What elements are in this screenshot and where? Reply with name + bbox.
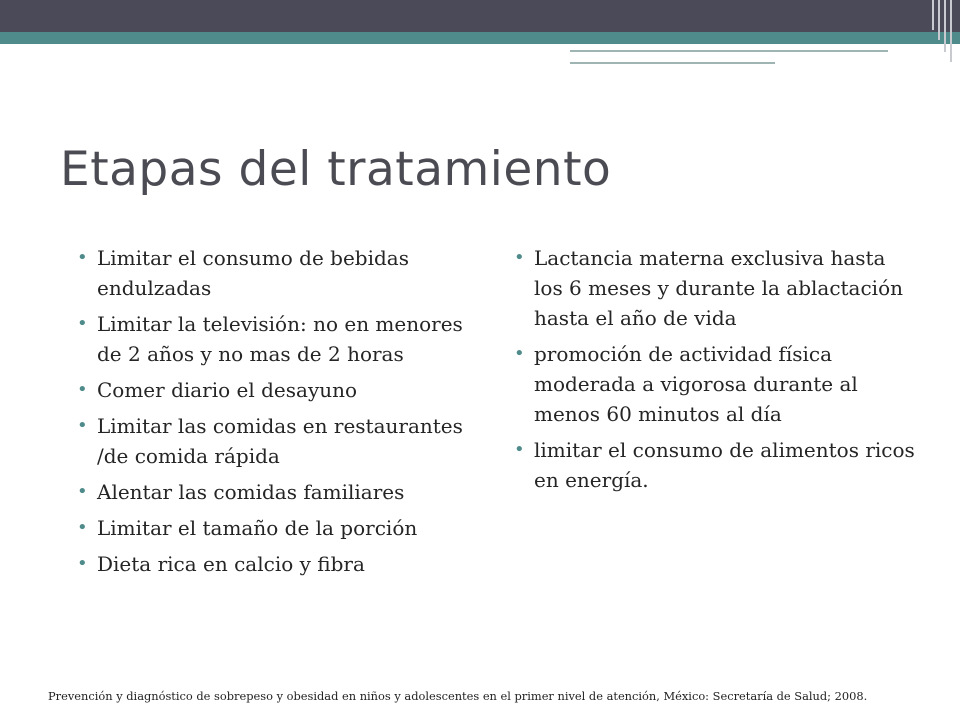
bullet-icon: • — [77, 313, 88, 334]
bullet-icon: • — [514, 247, 525, 268]
list-item-text: Comer diario el desayuno — [97, 378, 358, 402]
list-item — [510, 243, 915, 333]
list-item — [73, 411, 468, 471]
accent-line-bottom — [570, 62, 775, 64]
decorative-stripes — [918, 0, 960, 66]
right-bullet-list — [510, 243, 915, 501]
bullet-icon: • — [77, 247, 88, 268]
list-item — [510, 435, 915, 495]
accent-line-top — [570, 50, 888, 52]
list-item-text: limitar el consumo de alimentos ricos en energía. — [534, 438, 915, 492]
list-item-text: Lactancia materna exclusiva hasta los 6 meses y durante la ablactación hasta el año de vida — [534, 246, 904, 330]
accent-band — [0, 32, 960, 44]
list-item-text: Dieta rica en calcio y fibra — [97, 552, 365, 576]
list-item-text: Limitar la televisión: no en menores de 2 años y no mas de 2 horas — [97, 312, 463, 366]
source-citation: Prevención y diagnóstico de sobrepeso y obesidad en niños y adolescentes en el primer nivel de atención, México: Secretaría de Salud; 2008. — [48, 689, 868, 703]
list-item — [73, 513, 468, 543]
list-item-text: Limitar el tamaño de la porción — [97, 516, 418, 540]
list-item-text: Alentar las comidas familiares — [97, 480, 405, 504]
list-item — [73, 549, 468, 579]
list-item-text: Limitar las comidas en restaurantes /de comida rápida — [97, 414, 463, 468]
slide-title: Etapas del tratamiento — [60, 142, 612, 197]
list-item — [510, 339, 915, 429]
bullet-icon: • — [77, 379, 88, 400]
list-item — [73, 243, 468, 303]
bullet-icon: • — [514, 439, 525, 460]
bullet-icon: • — [77, 553, 88, 574]
list-item — [73, 309, 468, 369]
bullet-icon: • — [514, 343, 525, 364]
list-item-text: promoción de actividad física moderada a vigorosa durante al menos 60 minutos al día — [534, 342, 858, 426]
list-item — [73, 375, 468, 405]
list-item-text: Limitar el consumo de bebidas endulzadas — [97, 246, 409, 300]
left-bullet-list — [73, 243, 468, 585]
bullet-icon: • — [77, 415, 88, 436]
header-bar — [0, 0, 960, 32]
bullet-icon: • — [77, 481, 88, 502]
list-item — [73, 477, 468, 507]
bullet-icon: • — [77, 517, 88, 538]
